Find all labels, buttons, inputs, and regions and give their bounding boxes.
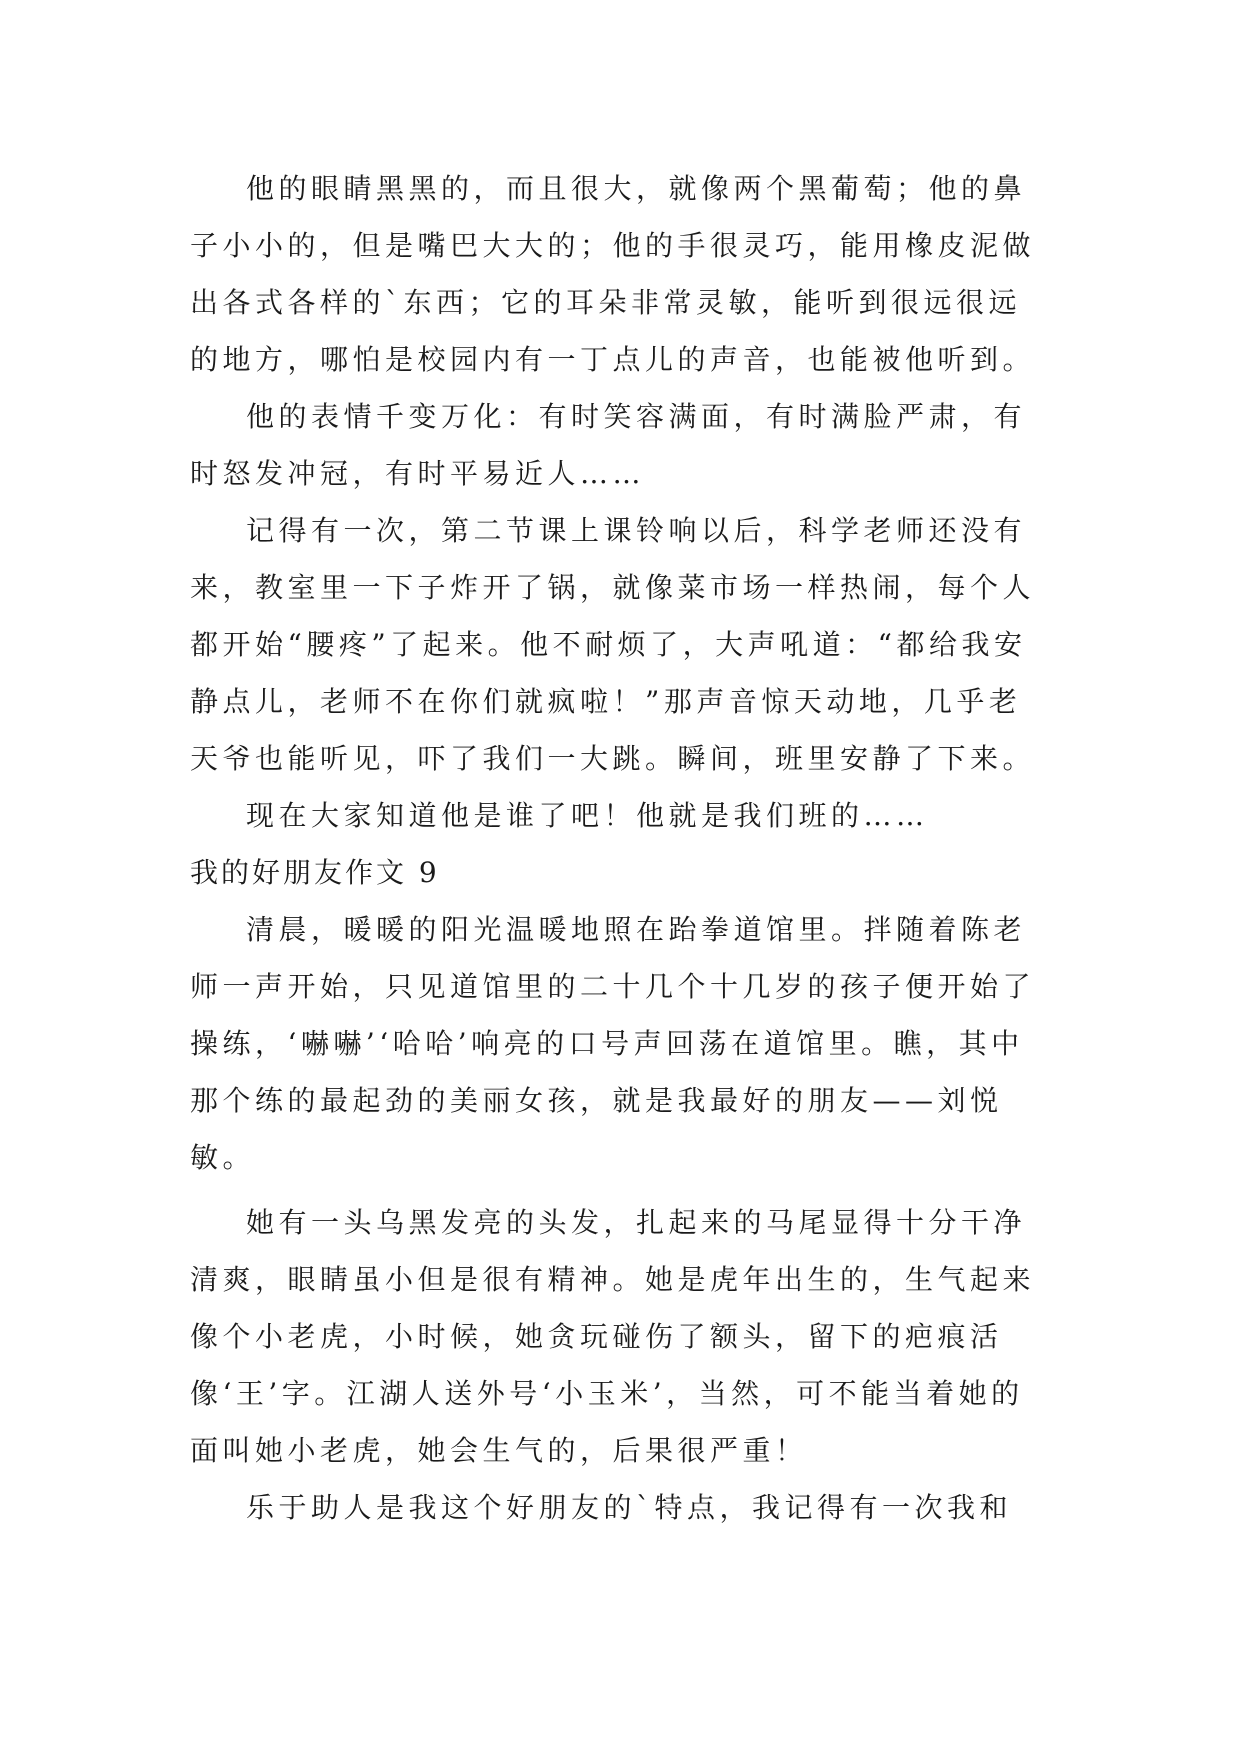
paragraph: 现在大家知道他是谁了吧！他就是我们班的…… <box>246 799 929 832</box>
document-body <box>190 160 1050 1536</box>
paragraph: 乐于助人是我这个好朋友的`特点，我记得有一次我和 <box>246 1491 1013 1524</box>
paragraph: 他的表情千变万化：有时笑容满面，有时满脸严肃，有时怒发冲冠，有时平易近人…… <box>190 400 1027 490</box>
paragraph: 记得有一次，第二节课上课铃响以后，科学老师还没有来，教室里一下子炸开了锅，就像菜市场一样热闹，每个人都开始“腰疼”了起来。他不耐烦了，大声吼道：“都给我安静点儿，老师不在你们就疯啦！”那声音惊天动地，几乎老天爷也能听见，吓了我们一大跳。瞬间，班里安静了下来。 <box>190 514 1036 775</box>
paragraph: 她有一头乌黑发亮的头发，扎起来的马尾显得十分干净清爽，眼睛虽小但是很有精神。她是虎年出生的，生气起来像个小老虎，小时候，她贪玩碰伤了额头，留下的疤痕活像‘王’字。江湖人送外号‘小玉米’，当然，可不能当着她的面叫她小老虎，她会生气的，后果很严重！ <box>190 1206 1036 1467</box>
paragraph: 清晨，暖暖的阳光温暖地照在跆拳道馆里。拌随着陈老师一声开始，只见道馆里的二十几个十几岁的孩子便开始了操练，‘嚇嚇’‘哈哈’响亮的口号声回荡在道馆里。瞧，其中那个练的最起劲的美丽女孩，就是我最好的朋友——刘悦敏。 <box>190 913 1036 1174</box>
section-title: 我的好朋友作文 9 <box>190 856 440 889</box>
paragraph: 他的眼睛黑黑的，而且很大，就像两个黑葡萄；他的鼻子小小的，但是嘴巴大大的；他的手很灵巧，能用橡皮泥做出各式各样的`东西；它的耳朵非常灵敏，能听到很远很远的地方，哪怕是校园内有一丁点儿的声音，也能被他听到。 <box>190 172 1036 376</box>
